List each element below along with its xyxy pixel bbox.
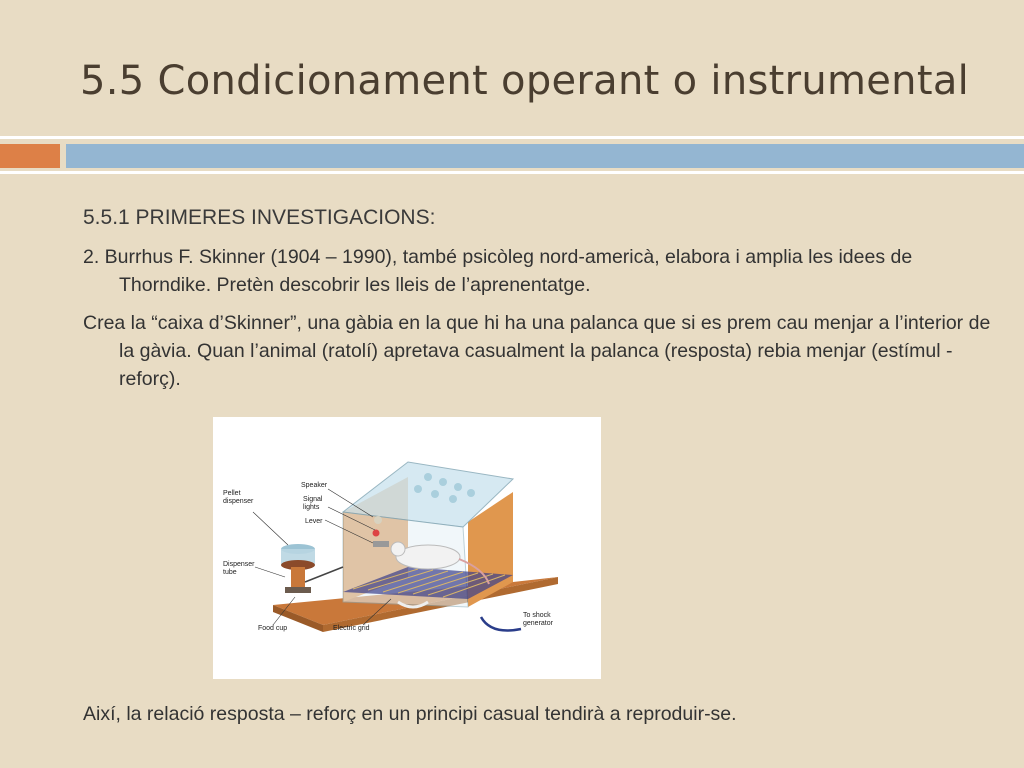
header-rule-top <box>0 136 1024 139</box>
accent-bar-blue <box>66 144 1024 168</box>
label-signal-1: Signal <box>303 496 323 503</box>
label-signal-2: lights <box>303 504 320 511</box>
skinner-box-illustration <box>213 417 601 679</box>
label-speaker: Speaker <box>301 482 328 489</box>
paragraph-skinner-intro: 2. Burrhus F. Skinner (1904 – 1990), també psicòleg nord-americà, elabora i amplia les idees de Thorndike. Pretèn descobrir les lleis de l’aprenentatge. <box>83 246 913 296</box>
label-food-cup: Food cup <box>258 625 288 632</box>
paragraph-conclusion: Així, la relació resposta – reforç en un principi casual tendirà a reproduir-se. <box>83 703 737 725</box>
label-electric-grid: Electric grid <box>333 625 370 632</box>
label-dispenser-1: Dispenser <box>223 561 255 568</box>
label-pellet-1: Pellet <box>223 490 241 497</box>
label-dispenser-2: tube <box>223 569 237 576</box>
label-lever: Lever <box>305 518 323 525</box>
paragraph-skinner-box: Crea la “caixa d’Skinner”, una gàbia en la que hi ha una palanca que si es prem cau menjar a l’interior de la gàvia. Quan l’animal (ratolí) apretava casualment la palanca (resposta) rebia menjar (estímul - reforç). <box>83 312 991 390</box>
skinner-box-figure <box>213 417 601 679</box>
slide-title: 5.5 Condicionament operant o instrumental <box>80 58 970 104</box>
label-pellet-2: dispenser <box>223 498 254 505</box>
label-shock-1: To shock <box>523 612 551 619</box>
section-subheading: 5.5.1 PRIMERES INVESTIGACIONS: <box>83 206 436 229</box>
header-rule-bottom <box>0 171 1024 174</box>
accent-bar-orange <box>0 144 60 168</box>
label-shock-2: generator <box>523 620 553 627</box>
